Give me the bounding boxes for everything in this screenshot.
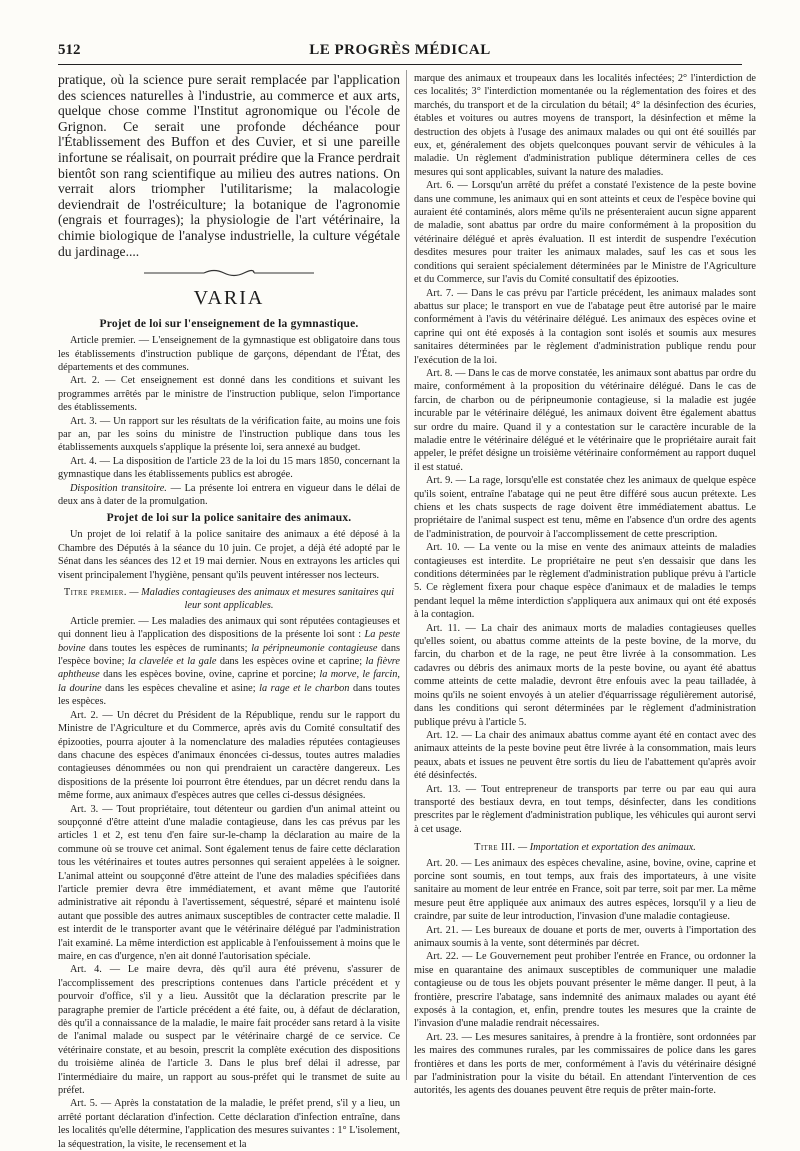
art1-text: dans les espèces ovine et caprine; xyxy=(216,656,366,668)
heading-gymnastique: Projet de loi sur l'enseignement de la gymnastique. xyxy=(99,318,359,331)
gym-article-4: Art. 4. — La disposition de l'article 23 de la loi du 15 mars 1850, concernant la gymnastique dans les établissements publics est abrogée. xyxy=(58,455,400,481)
titre-premier-label: Titre premier. xyxy=(63,587,127,599)
section-title-varia: VARIA xyxy=(193,287,265,310)
police-article-10: Art. 10. — La vente ou la mise en vente des animaux atteints de maladies contagieuses est interdite. Le propriétaire ne peut s'en dessaisir que dans les conditions déterminées par le règlement d'administration publique prévu à l'article 5. Ce règlement fixera pour chaque espèce d'animaux et de maladies le temps pendant lequel la même interdiction s'appliquera aux animaux qui ont été exposés à la contagion. xyxy=(414,542,756,621)
art1-text: dans toutes les espèces. xyxy=(58,682,400,708)
police-intro: Un projet de loi relatif à la police sanitaire des animaux a été déposé à la Chambre des Députés à la séance du 10 juin. Ce projet, a déjà été adopté par le Sénat dans les séances des 12 et 19 mai dernier. Nous en extrayons les articles qui visent principalement l'hygiène, pensant qu'ils peuvent intéresser nos lecteurs. xyxy=(58,529,400,581)
police-article-13: Art. 13. — Tout entrepreneur de transports par terre ou par eau qui aura transporté des bestiaux devra, en tout temps, désinfecter, dans les conditions prescrites par le règlement d'administration publique, les véhicules qui auront servi à cet usage. xyxy=(414,783,756,835)
police-article-7: Art. 7. — Dans le cas prévu par l'article précédent, les animaux malades sont abattus sur place; le transport en vue de l'abatage peut être autorisé par le maire conformément à l'avis du vétérinaire délégué. Les animaux des espèces ovine et caprine qui ont été exposés à la contagion sont isolés et soumis aux mesures sanitaires déterminées par le règlement d'administration publique rendu pour l'exécution de la loi. xyxy=(414,287,756,366)
art1-text: dans les espèces bovine, ovine, caprine et porcine; xyxy=(99,669,320,681)
running-header xyxy=(58,42,742,65)
police-article-20: Art. 20. — Les animaux des espèces chevaline, asine, bovine, ovine, caprine et porcine sont soumis, en tout temps, aux frais des importateurs, à une visite sanitaire au moment de leur entrée en France, soit par terre, soit par mer. La même mesure peut être appliquée aux animaux des autres espèces, lorsqu'il y a lieu de craindre, par suite de leur introduction, l'invasion d'une maladie contagieuse. xyxy=(414,857,756,923)
art1-disease: la rage et le charbon xyxy=(259,682,350,694)
police-article-6: Art. 6. — Lorsqu'un arrêté du préfet a constaté l'existence de la peste bovine dans une commune, les animaux qui en sont atteints et ceux de l'espèce bovine qui auraient été contaminés, alors même qu'ils ne présenteraient aucun signe apparent de maladie, sont abattus par ordre du maire conformément à la proposition du vétérinaire délégué et après évaluation. Il est interdit de suspendre l'exécution desdites mesures pour traiter les animaux malades, sauf les cas et sous les conditions qui seraient spécialement déterminées par le Ministre de l'Agriculture et du Commerce, sur l'avis du Comité consultatif des épizooties. xyxy=(414,180,756,286)
art1-text: dans toutes les espèces de ruminants; xyxy=(85,642,252,654)
art1-text: dans les espèces chevaline et asine; xyxy=(101,682,260,694)
police-article-2: Art. 2. — Un décret du Président de la République, rendu sur le rapport du Ministre de l'Agriculture et du Commerce, après avis du Comité consultatif des épizooties, pourra ajouter à la nomenclature des maladies réputées contagieuses dans chacune des espèces d'animaux énoncées ci-dessus, toutes autres maladies contagieuses dénommées ou non qui prendraient un caractère dangereux. Les dispositions de la présente loi pourront être étendues, par un décret rendu dans la même forme, aux animaux d'espèces autres que celles ci-dessus désignées. xyxy=(58,709,400,802)
police-article-22: Art. 22. — Le Gouvernement peut prohiber l'entrée en France, ou ordonner la mise en quarantaine des animaux susceptibles de communiquer une maladie contagieuse ou de tous les objets pouvant présenter le même danger. Il peut, à la frontière, prescrire l'abatage, sans indemnité des animaux malades ou ayant été exposés à la contagion, et, enfin, prendre toutes les mesures que la crainte de l'invasion d'une maladie rendrait nécessaires. xyxy=(414,951,756,1030)
titre-iii-text: — Importation et exportation des animaux. xyxy=(515,842,696,854)
heading-police-sanitaire: Projet de loi sur la police sanitaire des animaux. xyxy=(106,512,352,525)
lead-paragraph: pratique, où la science pure serait remplacée par l'application des sciences naturelles à l'industrie, au commerce et aux arts, quelque chose comme l'Institut agronomique ou l'école de Grignon. Ce serait une profonde déchéance pour l'Établissement des Buffon et des Cuvier, et si une pareille infortune se réalisait, on pourrait prédire que la France perdrait bientôt son rang scientifique au milieu des autres nations. On verrait alors triompher l'utilitarisme; la malacologie deviendrait de l'ostréiculture; la botanique de l'agronomie (engrais et fourrages); la physiologie de l'art vétérinaire, la chimie biologique de l'analyse industrielle, la culture végétale du jardinage.... xyxy=(58,72,400,259)
page-number: 512 xyxy=(58,42,81,58)
police-article-23: Art. 23. — Les mesures sanitaires, à prendre à la frontière, sont ordonnées par les maires des communes rurales, par les commissaires de police dans les gares frontières et dans les ports de mer, conformément à l'avis du vétérinaire désigné par l'administration pour la visite du bétail. En attendant l'intervention de ces autorités, les agents des douanes peuvent être requis de prêter main-forte. xyxy=(414,1031,756,1097)
gym-article-1: Article premier. — L'enseignement de la gymnastique est obligatoire dans tous les établissements d'instruction publique de garçons, dépendant de l'État, des départements et des communes. xyxy=(58,335,400,373)
police-article-9: Art. 9. — La rage, lorsqu'elle est constatée chez les animaux de quelque espèce qu'ils soient, entraîne l'abatage qui ne peut être différé sous aucun prétexte. Les chiens et les chats suspects de rage doivent être immédiatement abattus. Le propriétaire de l'animal suspect est tenu, même en l'absence d'un ordre des agents de l'administration, de pourvoir à l'accomplissement de cette prescription. xyxy=(414,475,756,540)
police-article-5: Art. 5. — Après la constatation de la maladie, le préfet prend, s'il y a lieu, un arrêté portant déclaration d'infection. Cette déclaration d'infection entraîne, dans les localités qu'elle détermine, l'application des mesures suivantes : 1° L'isolement, la séquestration, la visite, le recensement et la xyxy=(58,1098,400,1150)
column-separator xyxy=(406,70,407,1080)
disposition-label: Disposition transitoire. xyxy=(70,482,167,494)
journal-title: LE PROGRÈS MÉDICAL xyxy=(309,42,491,58)
right-column xyxy=(414,72,756,1098)
titre-iii xyxy=(414,841,756,854)
titre-premier-text: — Maladies contagieuses des animaux et mesures sanitaires qui leur sont applicables. xyxy=(126,587,395,612)
police-article-4: Art. 4. — Le maire devra, dès qu'il aura été prévenu, s'assurer de l'accomplissement des prescriptions contenues dans l'article précédent et y pourvoir d'office, s'il y a lieu. Aussitôt que la déclaration prescrite par le paragraphe premier de l'article précédent a été faite, ou, à défaut de déclaration, dès qu'il a connaissance de la maladie, le maire fait procéder sans retard à la visite de l'animal malade ou suspect par le vétérinaire chargé de ce service. Ce vétérinaire constate, et au besoin, prescrit la complète exécution des dispositions du troisième alinéa de l'article 3. Dans le plus bref délai il adresse, par l'intermédiaire du maire, un rapport au sous-préfet qui le transmet de suite au préfet. xyxy=(58,964,400,1097)
article-5-continued: marque des animaux et troupeaux dans les localités infectées; 2° l'interdiction de ces localités; 3° l'interdiction momentanée ou la réglementation des foires et des marchés, du transport et de la circulation du bétail; 4° la désinfection des écuries, étables et voitures ou autres moyens de transport, la désinfection et même la destruction des objets à l'usage des animaux malades ou qui ont été souillés par eux, et, généralement des objets quelconques pouvant servir de véhicules à la maladie. Un règlement d'administration publique déterminera celles de ces mesures qui sont applicables, suivant la nature des maladies. xyxy=(414,73,756,178)
police-article-3: Art. 3. — Tout propriétaire, tout détenteur ou gardien d'un animal atteint ou soupçonné d'être atteint d'une maladie contagieuse, dans les cas prévus par les articles 1 et 2, est tenu d'en faire sur-le-champ la déclaration au maire de la commune où se trouve cet animal. Sont également tenus de faire cette déclaration tous les vétérinaires et toutes autres personnes qui seraient appelées à le soigner. L'animal atteint ou soupçonné d'être atteint de l'une des maladies spécifiées dans l'article premier devra être immédiatement, et avant même que l'autorité administrative ait répondu à l'avertissement, séquestré, séparé et maintenu isolé autant que possible des autres animaux susceptibles de contracter cette maladie. Il est interdit de le transporter avant que le vétérinaire délégué par l'administration l'ait examiné. La même interdiction est applicable à l'enfouissement à moins que le maire, en cas d'urgence, n'en ait donné l'autorisation spéciale. xyxy=(58,803,400,962)
police-article-8: Art. 8. — Dans le cas de morve constatée, les animaux sont abattus par ordre du maire, conformément à la proposition du vétérinaire délégué. Dans le cas de farcin, de charbon ou de péripneumonie contagieuse, si la maladie est jugée incurable par le vétérinaire délégué, les animaux doivent être également abattus sur ordre du maire. Quand il y a contestation sur le caractère incurable de la maladie entre le vétérinaire délégué et le vétérinaire que le propriétaire aurait fait appeler, le préfet désigne un troisième vétérinaire conformément au rapport duquel il est statué. xyxy=(414,367,756,473)
police-article-12: Art. 12. — La chair des animaux abattus comme ayant été en contact avec des animaux atteints de la peste bovine peut être livrée à la consommation, mais leurs peaux, abats et issues ne peuvent être sortis du lieu de l'abattement qu'après avoir été désinfectés. xyxy=(414,729,756,782)
gym-disposition-transitoire xyxy=(58,482,400,509)
police-article-21: Art. 21. — Les bureaux de douane et ports de mer, ouverts à l'importation des animaux soumis à la vente, sont déterminés par décret. xyxy=(414,924,756,949)
gym-article-2: Art. 2. — Cet enseignement est donné dans les conditions et suivant les programmes arrêtés par le ministre de l'instruction publique, selon l'importance des établissements. xyxy=(58,375,400,414)
police-article-11: Art. 11. — La chair des animaux morts de maladies contagieuses quelles qu'elles soient, ou abattus comme atteints de la peste bovine, de la morve, du farcin, du charbon et de la rage, ne peut être livrée à la consommation. Les cadavres ou débris des animaux morts de la peste bovine, ou ayant été abattus comme atteints de cette maladie, devront être enfouis avec la peau tailladée, à moins qu'ils ne soient envoyés à un atelier d'équarrissage régulièrement autorisé, dans les conditions qui seront déterminées par le règlement d'administration publique prévu à l'article 5. xyxy=(414,622,756,728)
ornament-divider xyxy=(58,265,400,283)
titre-iii-label: Titre III. xyxy=(474,842,516,854)
police-article-1 xyxy=(58,615,400,709)
art1-text: dans l'espèce bovine; xyxy=(58,642,401,668)
art1-disease: la fièvre aphtheuse xyxy=(58,656,400,681)
disposition-text: — La présente loi entrera en vigueur dans le délai de deux ans à dater de la promulgation. xyxy=(58,482,400,507)
left-column xyxy=(58,72,400,1151)
art1-disease: la péripneumonie contagieuse xyxy=(251,642,378,654)
art1-disease: La peste bovine xyxy=(58,629,400,654)
art1-text: Article premier. — Les maladies des animaux qui sont réputées contagieuses et qui donnent lieu à l'application des dispositions de la présente loi sont : xyxy=(58,615,400,641)
titre-premier xyxy=(58,586,400,613)
art1-disease: la morve, le farcin, la dourine xyxy=(58,669,400,694)
art1-disease: la clavelée et la gale xyxy=(127,656,217,668)
flourish-icon xyxy=(144,268,314,278)
gym-article-3: Art. 3. — Un rapport sur les résultats de la vérification faite, au moins une fois par an, par les soins du ministre de l'instruction publique dans tous les établissements auxquels s'applique la présente loi, sera annexé au budget. xyxy=(58,415,400,454)
